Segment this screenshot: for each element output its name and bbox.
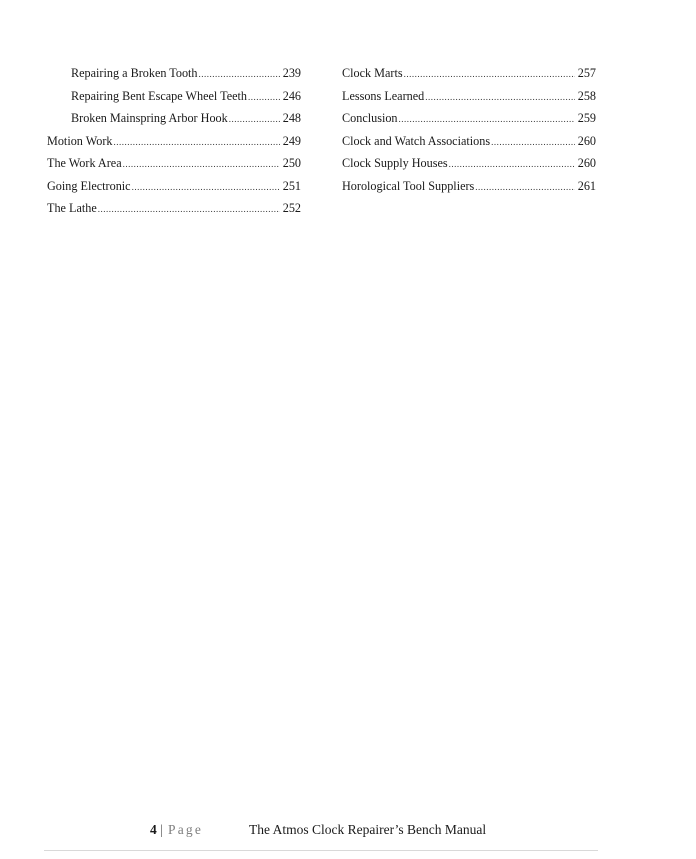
toc-entry-repairing-broken-tooth[interactable]	[47, 62, 301, 85]
toc-entry-page: 239	[282, 66, 301, 80]
toc-dot-leader	[132, 176, 280, 199]
toc-entry-page: 260	[577, 156, 596, 170]
toc-entry-title: Broken Mainspring Arbor Hook	[71, 111, 228, 125]
toc-entry-page: 246	[282, 88, 301, 103]
toc-entry-title: Repairing Bent Escape Wheel Teeth	[71, 88, 248, 103]
toc-entry-broken-mainspring-arbor-hook[interactable]	[47, 107, 301, 130]
toc-dot-leader	[123, 153, 280, 176]
toc-entry-page: 260	[577, 133, 596, 148]
toc-entry-the-work-area[interactable]	[47, 152, 301, 175]
toc-entry-title: Clock Marts	[342, 66, 403, 80]
toc-entry-title: Lessons Learned	[342, 88, 425, 103]
toc-entry-page: 249	[282, 133, 301, 148]
toc-entry-conclusion[interactable]	[342, 107, 596, 130]
toc-entry-page: 251	[282, 178, 301, 193]
footer-page-number: 4	[150, 822, 157, 837]
toc-entry-title: The Lathe	[47, 201, 97, 215]
toc-entry-title: Horological Tool Suppliers	[342, 178, 475, 193]
toc-entry-title: Repairing a Broken Tooth	[71, 66, 198, 80]
toc-dot-leader	[114, 131, 280, 154]
toc-entry-page: 252	[282, 201, 301, 215]
toc-entry-title: Going Electronic	[47, 178, 131, 193]
page-footer	[0, 822, 696, 842]
toc-dot-leader	[98, 198, 280, 221]
toc-entry-title: The Work Area	[47, 156, 122, 170]
footer-page-label: Page	[168, 822, 204, 837]
toc-dot-leader	[425, 86, 574, 109]
toc-entry-repairing-bent-escape-wheel-teeth[interactable]	[47, 85, 301, 108]
footer-separator: |	[160, 822, 163, 837]
toc-entry-motion-work[interactable]	[47, 130, 301, 153]
toc-left-column	[47, 62, 301, 220]
toc-dot-leader	[449, 153, 575, 176]
toc-entry-page: 257	[577, 66, 596, 80]
footer-book-title: The Atmos Clock Repairer’s Bench Manual	[249, 822, 487, 837]
footer-divider	[44, 850, 598, 851]
toc-entry-going-electronic[interactable]	[47, 175, 301, 198]
toc-entry-clock-and-watch-associations[interactable]	[342, 130, 596, 153]
toc-entry-title: Conclusion	[342, 111, 398, 125]
toc-entry-lessons-learned[interactable]	[342, 85, 596, 108]
toc-entry-title: Motion Work	[47, 133, 113, 148]
toc-dot-leader	[248, 86, 280, 109]
toc-right-column	[342, 62, 596, 197]
toc-entry-clock-marts[interactable]	[342, 62, 596, 85]
toc-dot-leader	[491, 131, 575, 154]
toc-entry-title: Clock Supply Houses	[342, 156, 448, 170]
toc-dot-leader	[475, 176, 574, 199]
toc-entry-page: 258	[577, 88, 596, 103]
toc-entry-title: Clock and Watch Associations	[342, 133, 491, 148]
toc-entry-page: 248	[282, 111, 301, 125]
toc-entry-page: 261	[577, 178, 596, 193]
toc-dot-leader	[404, 63, 575, 86]
toc-dot-leader	[229, 108, 280, 131]
toc-dot-leader	[199, 63, 280, 86]
toc-entry-clock-supply-houses[interactable]	[342, 152, 596, 175]
toc-entry-page: 250	[282, 156, 301, 170]
toc-dot-leader	[399, 108, 575, 131]
toc-entry-horological-tool-suppliers[interactable]	[342, 175, 596, 198]
toc-entry-page: 259	[577, 111, 596, 125]
toc-entry-the-lathe[interactable]	[47, 197, 301, 220]
